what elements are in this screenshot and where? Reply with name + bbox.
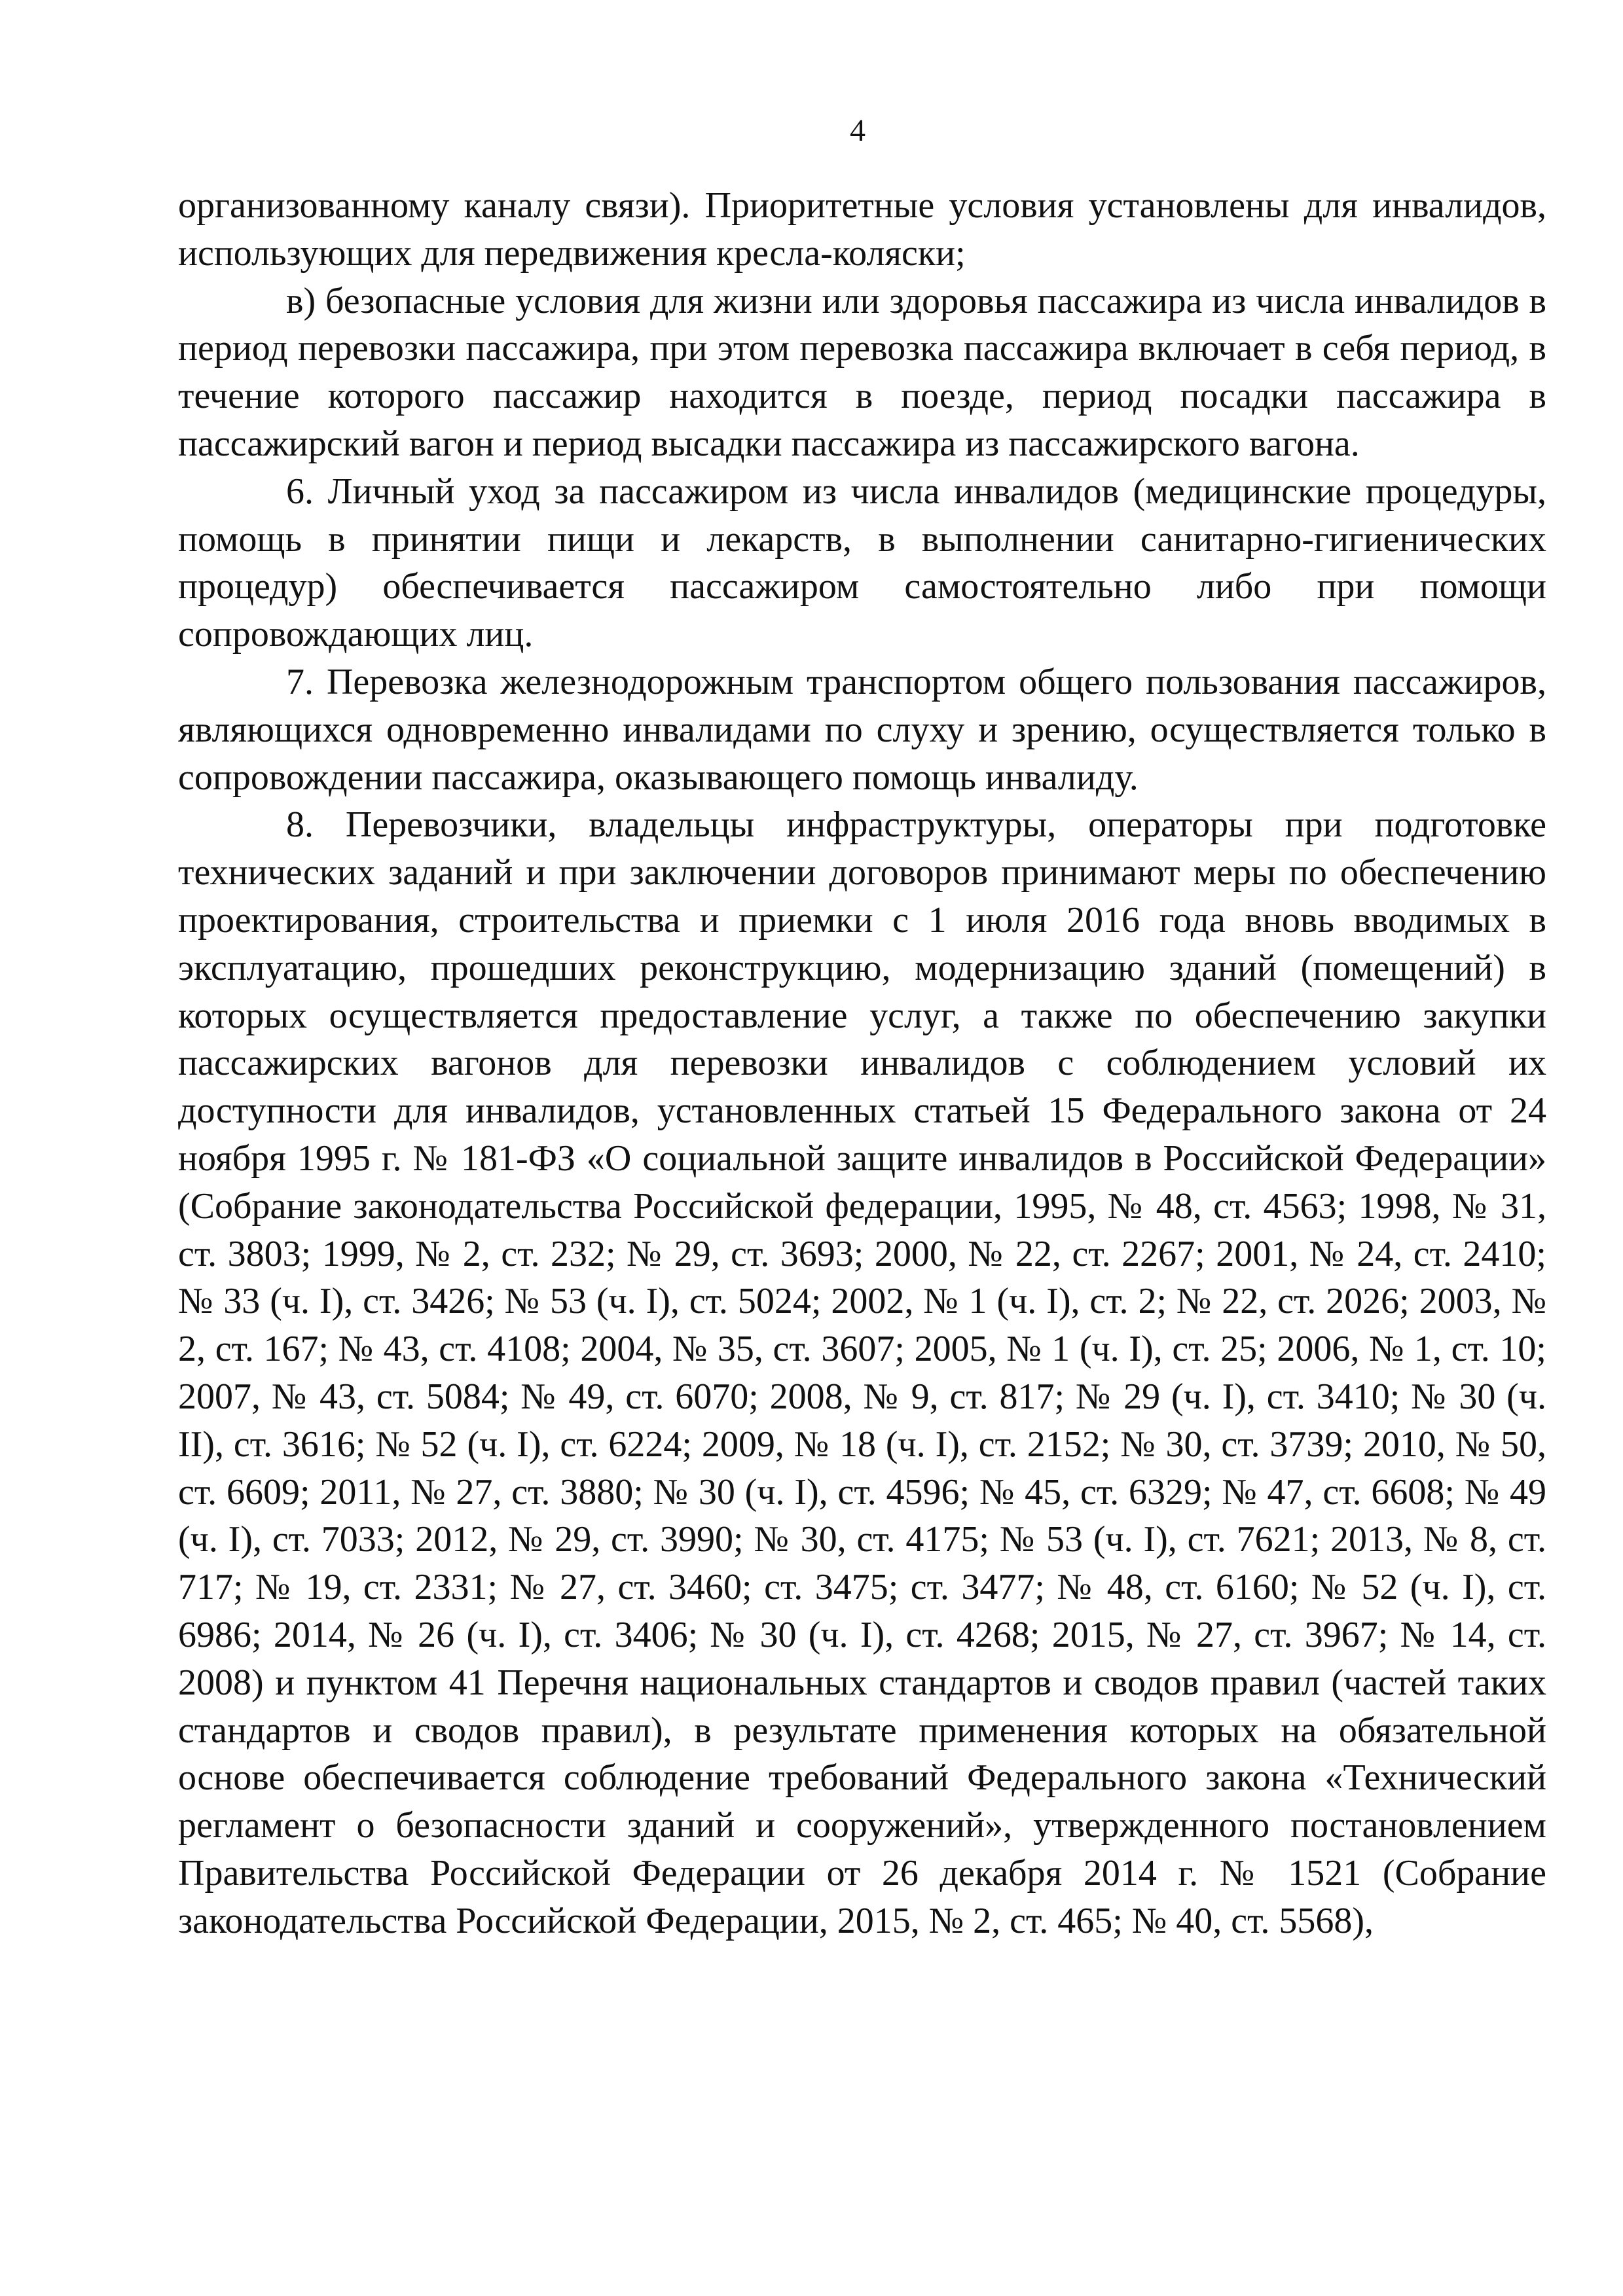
paragraph-7: 7. Перевозка железнодорожным транспортом общего пользования пассажиров, являющихся одновременно инвалидами по слуху и зрению, осуществляется только в сопровождении пассажира, оказывающего помощь инвалиду. xyxy=(178,661,1546,798)
paragraph-6: 6. Личный уход за пассажиром из числа инвалидов (медицинские процедуры, помощь в принятии пищи и лекарств, в выполнении санитарно-гигиенических процедур) обеспечивается пассажиром самостоятельно либо при помощи сопровождающих лиц. xyxy=(178,471,1546,655)
document-body xyxy=(178,182,1546,1945)
page-number: 4 xyxy=(850,113,866,148)
paragraph-continuation: организованному каналу связи). Приоритетные условия установлены для инвалидов, использующих для передвижения кресла-коляски; xyxy=(178,185,1546,274)
paragraph-item-v: в) безопасные условия для жизни или здоровья пассажира из числа инвалидов в период перевозки пассажира, при этом перевозка пассажира включает в себя период, в течение которого пассажир находится в поезде, период посадки пассажира в пассажирский вагон и период высадки пассажира из пассажирского вагона. xyxy=(178,280,1546,464)
paragraph-8: 8. Перевозчики, владельцы инфраструктуры, операторы при подготовке технических заданий и при заключении договоров принимают меры по обеспечению проектирования, строительства и приемки с 1 июля 2016 года вновь вводимых в эксплуатацию, прошедших реконструкцию, модернизацию зданий (помещений) в которых осуществляется предоставление услуг, а также по обеспечению закупки пассажирских вагонов для перевозки инвалидов с соблюдением условий их доступности для инвалидов, установленных статьей 15 Федерального закона от 24 ноября 1995 г. № 181-ФЗ «О социальной защите инвалидов в Российской Федерации» (Собрание законодательства Российской федерации, 1995, № 48, ст. 4563; 1998, № 31, ст. 3803; 1999, № 2, ст. 232; № 29, ст. 3693; 2000, № 22, ст. 2267; 2001, № 24, ст. 2410; № 33 (ч. I), ст. 3426; № 53 (ч. I), ст. 5024; 2002, № 1 (ч. I), ст. 2; № 22, ст. 2026; 2003, № 2, ст. 167; № 43, ст. 4108; 2004, № 35, ст. 3607; 2005, № 1 (ч. I), ст. 25; 2006, № 1, ст. 10; 2007, № 43, ст. 5084; № 49, ст. 6070; 2008, № 9, ст. 817; № 29 (ч. I), ст. 3410; № 30 (ч. II), ст. 3616; № 52 (ч. I), ст. 6224; 2009, № 18 (ч. I), ст. 2152; № 30, ст. 3739; 2010, № 50, ст. 6609; 2011, № 27, ст. 3880; № 30 (ч. I), ст. 4596; № 45, ст. 6329; № 47, ст. 6608; № 49 (ч. I), ст. 7033; 2012, № 29, ст. 3990; № 30, ст. 4175; № 53 (ч. I), ст. 7621; 2013, № 8, ст. 717; № 19, ст. 2331; № 27, ст. 3460; ст. 3475; ст. 3477; № 48, ст. 6160; № 52 (ч. I), ст. 6986; 2014, № 26 (ч. I), ст. 3406; № 30 (ч. I), ст. 4268; 2015, № 27, ст. 3967; № 14, ст. 2008) и пунктом 41 Перечня национальных стандартов и сводов правил (частей таких стандартов и сводов правил), в результате применения которых на обязательной основе обеспечивается соблюдение требований Федерального закона «Технический регламент о безопасности зданий и сооружений», утвержденного постановлением Правительства Российской Федерации от 26 декабря 2014 г. № 1521 (Собрание законодательства Российской Федерации, 2015, № 2, ст. 465; № 40, ст. 5568), xyxy=(178,804,1546,1941)
